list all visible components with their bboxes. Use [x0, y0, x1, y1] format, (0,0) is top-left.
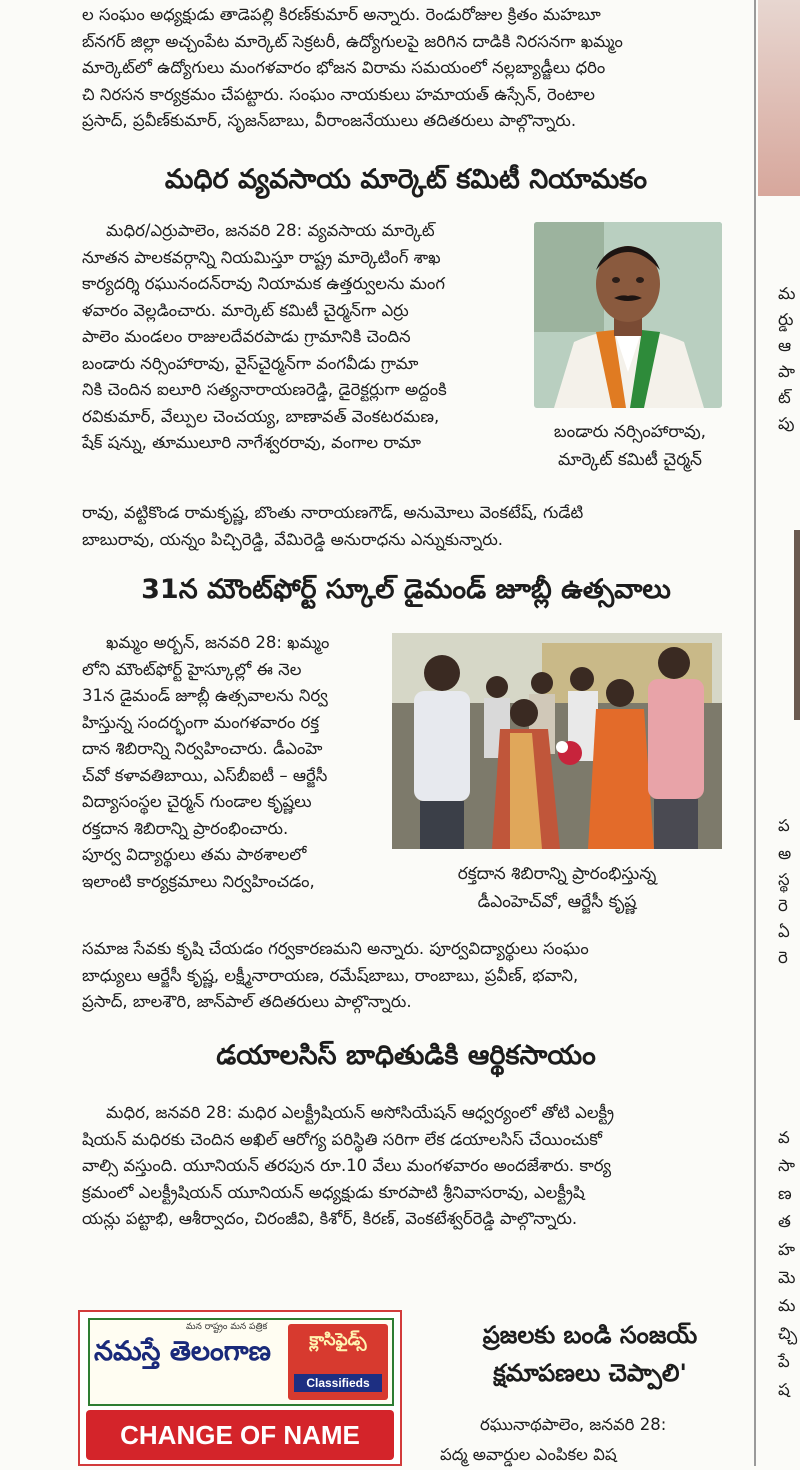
adjacent-fragment: ర్డు — [778, 310, 794, 329]
adjacent-fragment: మ — [778, 284, 796, 303]
article-market-committee-body-wide — [82, 500, 730, 553]
adjacent-column — [758, 0, 800, 1466]
text-line: ప్రసాద్, ప్రవీణ్‌కుమార్, సృజన్‌బాబు, వీరాంజనేయులు తదితరులు పాల్గొన్నారు. — [82, 111, 577, 130]
headline-dialysis-aid: డయాలసిస్ బాధితుడికి ఆర్థికసాయం — [216, 1040, 596, 1071]
article-dialysis-body — [82, 1100, 730, 1233]
headline-market-committee: మధిర వ్యవసాయ మార్కెట్ కమిటీ నియామకం — [164, 164, 648, 195]
column-divider — [754, 0, 756, 1466]
caption-line: బండారు నర్సింహారావు, — [553, 422, 707, 442]
headline-mountfort-school: 31న మౌంట్‌ఫోర్ట్ స్కూల్ డైమండ్ జూబ్లీ ఉత్సవాలు — [141, 574, 671, 605]
headline-line: క్షమాపణలు చెప్పాలి' — [493, 1359, 687, 1387]
portrait-photo — [534, 222, 722, 408]
text-line: పూర్వ విద్యార్థులు తమ పాఠశాలలో — [82, 845, 307, 864]
ad-classified-te: క్లాసిఫైడ్స్ — [309, 1330, 367, 1350]
text-line: చ్‌వో కళావతిబాయి, ఎస్‌బీఐటీ – ఆర్జేసీ — [82, 765, 328, 785]
headline-line: ప్రజలకు బండి సంజయ్ — [482, 1321, 698, 1349]
ad-change-of-name: CHANGE OF NAME — [86, 1410, 394, 1460]
article-continuation — [82, 2, 730, 135]
text-line: బ్‌నగర్ జిల్లా అచ్చంపేట మార్కెట్ సెక్రటరీ, ఉద్యోగులపై జరిగిన దాడికి నిరసనగా ఖమ్మం — [82, 31, 623, 51]
text-line: బాబురావు, యన్నం పిచ్చిరెడ్డి, వేమిరెడ్డి అనురాధను ఎన్నుకున్నారు. — [82, 529, 504, 549]
text-line: క్రమంలో ఎలక్ట్రీషియన్ యూనియన్ అధ్యక్షుడు కూరపాటి శ్రీనివాసరావు, ఎలక్ట్రీషి — [82, 1182, 585, 1202]
text-line: యన్లు పట్టాభి, ఆశీర్వాదం, చిరంజీవి, కిశోర్, కిరణ్, వెంకటేశ్వర్‌రెడ్డి పాల్గొన్నారు. — [82, 1209, 578, 1228]
adjacent-fragment: పా — [778, 362, 796, 381]
text-line: షియన్ మధిరకు చెందిన అఖిల్ ఆరోగ్య పరిస్థితి సరిగా లేక డయాలసిస్ చేయించుకో — [82, 1129, 603, 1149]
adjacent-fragment: ఏ — [778, 922, 790, 941]
group-photo — [392, 633, 722, 849]
text-line: పద్మ అవార్డుల ఎంపికల విష — [440, 1445, 617, 1464]
text-line: సమాజ సేవకు కృషి చేయడం గర్వకారణమని అన్నారు. పూర్వవిద్యార్థులు సంఘం — [82, 939, 589, 958]
text-line: బండారు నర్సింహారావు, వైస్‌చైర్మన్‌గా వంగవీడు గ్రామా — [82, 353, 419, 373]
adjacent-fragment: పే — [778, 1352, 790, 1371]
article-mountfort-body-wide — [82, 936, 730, 1016]
text-line: లోని మౌంట్‌ఫోర్ట్ హైస్కూల్లో ఈ నెల — [82, 659, 302, 679]
text-line: షేక్ షన్ను, తూములూరి నాగేశ్వరరావు, వంగాల రామా — [82, 433, 422, 452]
portrait-caption — [530, 418, 730, 474]
adjacent-fragment: ఆ — [778, 336, 792, 355]
caption-line: రక్తదాన శిబిరాన్ని ప్రారంభిస్తున్న — [457, 864, 657, 884]
ad-brand: నమస్తే తెలంగాణ — [94, 1336, 271, 1367]
adjacent-fragment: ణ — [778, 1184, 792, 1203]
text-line: రావు, వట్టికొండ రామకృష్ణ, బొంతు నారాయణగౌడ్, అనుమోలు వెంకటేష్, గుడేటి — [82, 503, 584, 522]
adjacent-fragment: అ — [778, 844, 792, 863]
text-line: నికి చెందిన ఐలూరి సత్యనారాయణరెడ్డి, డైరెక్టర్లుగా అద్దంకి — [82, 380, 447, 399]
adjacent-fragment: ప — [778, 816, 790, 835]
classifieds-ad — [78, 1310, 402, 1466]
group-illustration — [392, 633, 722, 849]
text-line: నూతన పాలకవర్గాన్ని నియమిస్తూ రాష్ట్ర మార్కెటింగ్ శాఖ — [82, 247, 441, 267]
text-line: దాన శిబిరాన్ని నిర్వహించారు. డీఎంహె — [82, 739, 323, 758]
article-market-committee-body — [82, 218, 527, 457]
adjacent-photo — [794, 530, 800, 720]
adjacent-fragment: ట్ — [778, 388, 791, 407]
text-line: మధిర/ఎర్రుపాలెం, జనవరి 28: వ్యవసాయ మార్కెట్ — [106, 221, 435, 240]
adjacent-fragment: చ్చి — [778, 1324, 798, 1343]
text-line: ప్రసాద్, బాలశౌరి, జాన్‌పాల్ తదితరులు పాల్గొన్నారు. — [82, 992, 412, 1011]
adjacent-fragment: వ — [778, 1128, 790, 1147]
adjacent-fragment: పు — [778, 414, 795, 433]
text-line: ళవారం వెల్లడించారు. మార్కెట్ కమిటీ చైర్మన్‌గా ఎర్రు — [82, 300, 409, 320]
text-line: పాలెం మండలం రాజులదేవరపాడు గ్రామానికి చెందిన — [82, 327, 411, 346]
group-caption — [390, 860, 724, 916]
text-line: బాధ్యులు ఆర్జేసీ కృష్ణ, లక్ష్మీనారాయణ, రమేష్‌బాబు, రాంబాబు, ప్రవీణ్, భవాని, — [82, 965, 579, 985]
adjacent-fragment: రె — [778, 948, 788, 967]
adjacent-fragment: స్థ — [778, 870, 790, 889]
adjacent-fragment: మె — [778, 1268, 796, 1287]
ad-classified-en: Classifieds — [294, 1374, 382, 1392]
article-mountfort-body — [82, 630, 385, 895]
adjacent-fragment: త — [778, 1212, 791, 1231]
article-bandi-sanjay — [440, 1316, 740, 1470]
text-line: రఘునాథపాలెం, జనవరి 28: — [480, 1415, 667, 1434]
adjacent-fragment: ష — [778, 1380, 790, 1399]
adjacent-fragment: రె — [778, 896, 788, 915]
text-line: ఇలాంటి కార్యక్రమాలు నిర్వహించడం, — [82, 871, 315, 891]
caption-line: మార్కెట్ కమిటీ చైర్మన్ — [558, 450, 702, 470]
text-line: రవికుమార్, వేల్పుల చెంచయ్య, బాణావత్ వెంకటరమణ, — [82, 406, 440, 426]
text-line: మధిర, జనవరి 28: మధిర ఎలక్ట్రీషియన్ అసోసియేషన్ ఆధ్వర్యంలో తోటి ఎలక్ట్రీ — [106, 1103, 615, 1122]
text-line: చి నిరసన కార్యక్రమం చేపట్టారు. సంఘం నాయకులు హమాయత్ ఉస్సేన్, రెంటాల — [82, 84, 595, 104]
adjacent-photo — [758, 0, 800, 196]
text-line: ఖమ్మం అర్బన్, జనవరి 28: ఖమ్మం — [106, 633, 330, 652]
ad-logo — [88, 1318, 394, 1406]
text-line: రక్తదాన శిబిరాన్ని ప్రారంభించారు. — [82, 818, 289, 838]
text-line: మార్కెట్‌లో ఉద్యోగులు మంగళవారం భోజన విరామ సమయంలో నల్లబ్యాడ్జీలు ధరిం — [82, 58, 606, 77]
adjacent-fragment: మ — [778, 1296, 796, 1315]
adjacent-fragment: సా — [778, 1156, 796, 1175]
text-line: విద్యాసంస్థల చైర్మన్ గుండాల కృష్ణలు — [82, 792, 312, 811]
ad-classified-badge — [288, 1324, 388, 1400]
text-line: కార్యదర్శి రఘునందన్‌రావు నియామక ఉత్తర్వులను మంగ — [82, 274, 445, 293]
text-line: ల సంఘం అధ్యక్షుడు తాడెపల్లి కిరణ్‌కుమార్ అన్నారు. రెండురోజుల క్రితం మహబూ — [82, 5, 601, 24]
text-line: హిస్తున్న సందర్భంగా మంగళవారం రక్త — [82, 712, 319, 732]
text-line: 31న డైమండ్ జూబ్లీ ఉత్సవాలను నిర్వ — [82, 686, 328, 705]
portrait-illustration — [534, 222, 722, 408]
adjacent-fragment: హ — [778, 1240, 796, 1259]
caption-line: డీఎంహెచ్‌వో, ఆర్జేసీ కృష్ణ — [477, 892, 637, 912]
text-line: వాల్సి వస్తుంది. యూనియన్ తరపున రూ.10 వేలు మంగళవారం అందజేశారు. కార్య — [82, 1156, 612, 1175]
ad-tagline: మన రాష్ట్రం మన పత్రిక — [186, 1322, 268, 1332]
